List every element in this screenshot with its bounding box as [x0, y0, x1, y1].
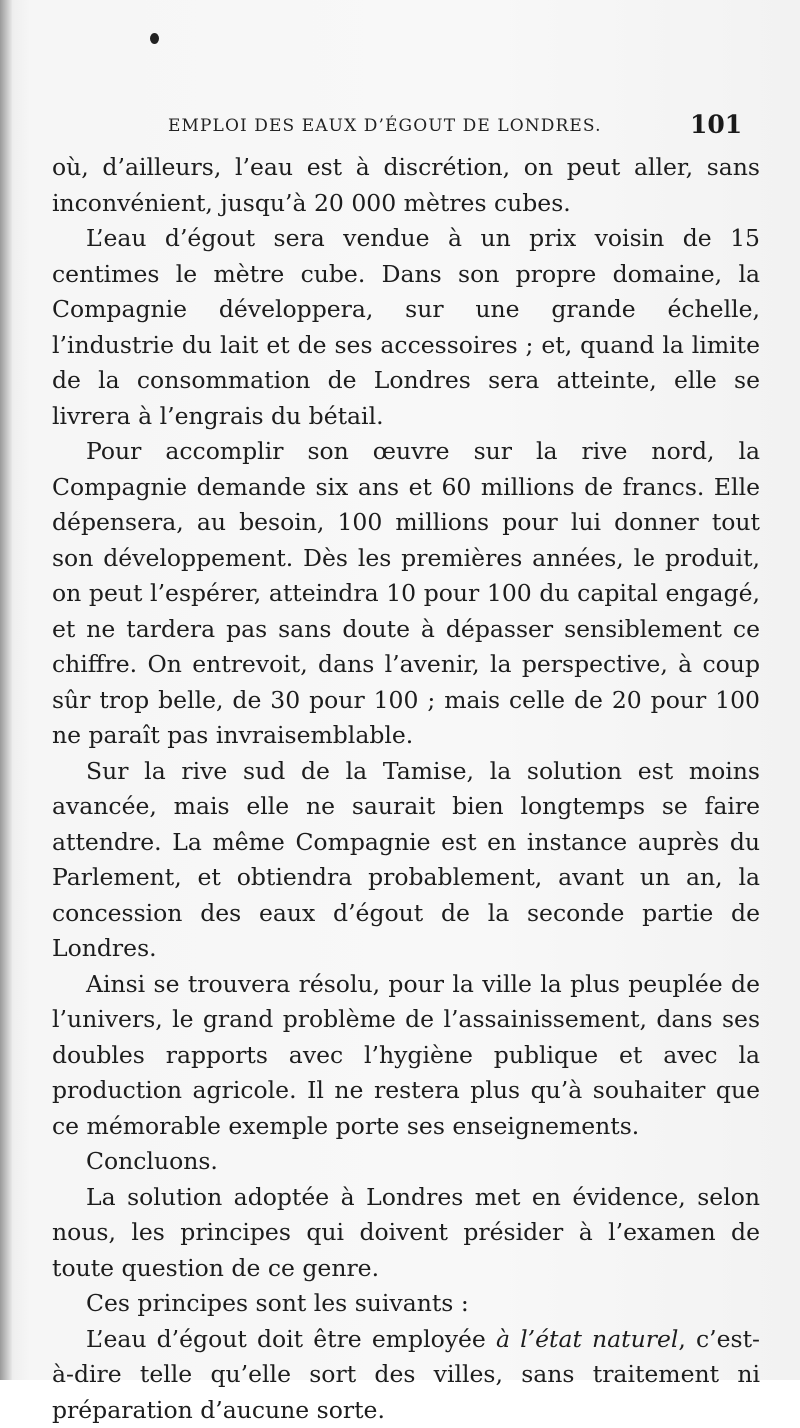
paragraph-9	[52, 1322, 760, 1428]
page-gutter-shadow	[0, 0, 12, 1380]
paragraph-5: Ainsi se trouvera résolu, pour la ville la plus peuplée de l’univers, le grand problème de l’assainissement, dans ses doubles rapports avec l’hygiène publique et avec la production agricole. Il ne restera plus qu’à souhaiter que ce mémorable exemple porte ses enseignements.	[52, 967, 760, 1145]
paragraph-8: Ces principes sont les suivants :	[52, 1286, 760, 1322]
running-header: EMPLOI DES EAUX D’ÉGOUT DE LONDRES.	[168, 116, 602, 136]
paragraph-1: où, d’ailleurs, l’eau est à discrétion, on peut aller, sans inconvénient, jusqu’à 20 000 mètres cubes.	[52, 150, 760, 221]
paragraph-3: Pour accomplir son œuvre sur la rive nord, la Compagnie demande six ans et 60 millions de francs. Elle dépensera, au besoin, 100 millions pour lui donner tout son développement. Dès les premières années, le produit, on peut l’espérer, atteindra 10 pour 100 du capital engagé, et ne tardera pas sans doute à dépasser sensiblement ce chiffre. On entrevoit, dans l’avenir, la perspective, à coup sûr trop belle, de 30 pour 100 ; mais celle de 20 pour 100 ne paraît pas invraisemblable.	[52, 434, 760, 754]
paragraph-2: L’eau d’égout sera vendue à un prix voisin de 15 centimes le mètre cube. Dans son propre domaine, la Compagnie développera, sur une grande échelle, l’industrie du lait et de ses accessoires ; et, quand la limite de la consommation de Londres sera atteinte, elle se livrera à l’engrais du bétail.	[52, 221, 760, 434]
emphasis-text: à l’état naturel	[496, 1325, 678, 1353]
paragraph-4: Sur la rive sud de la Tamise, la solution est moins avancée, mais elle ne saurait bien longtemps se faire attendre. La même Compagnie est en instance auprès du Parlement, et obtiendra probablement, avant un an, la concession des eaux d’égout de la seconde partie de Londres.	[52, 754, 760, 967]
body-text	[52, 150, 760, 1428]
paragraph-6: Concluons.	[52, 1144, 760, 1180]
paragraph-9-end: , c’est-à-dire telle qu’elle sort des villes, sans traitement ni préparation d’aucune sorte.	[52, 1325, 760, 1424]
paragraph-9-start: L’eau d’égout doit être employée	[86, 1325, 496, 1353]
paragraph-7: La solution adoptée à Londres met en évidence, selon nous, les principes qui doivent présider à l’examen de toute question de ce genre.	[52, 1180, 760, 1287]
ink-spot	[150, 33, 159, 44]
page-number: 101	[690, 110, 742, 139]
